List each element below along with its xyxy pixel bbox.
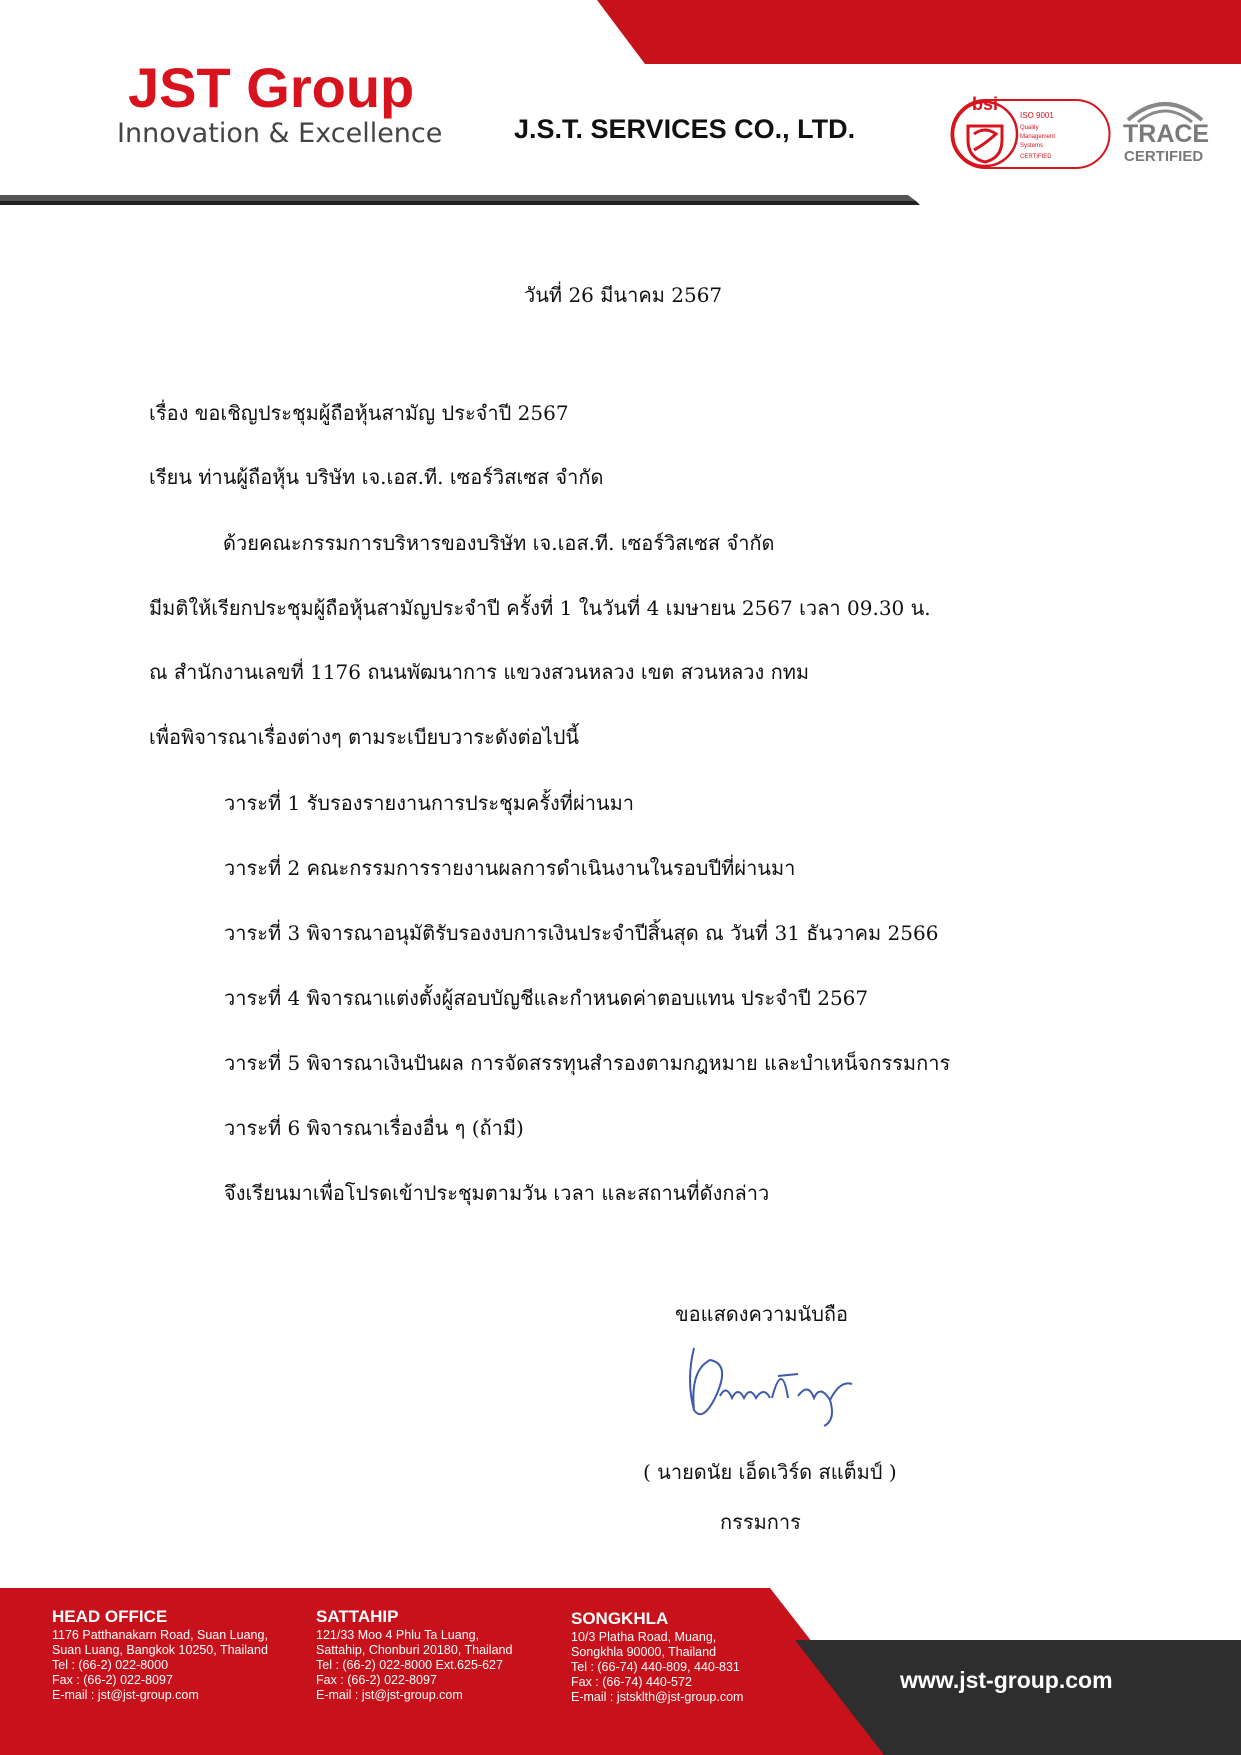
agenda-item: วาระที่ 1 รับรองรายงานการประชุมครั้งที่ผ่านมา bbox=[224, 791, 635, 815]
footer-sattahip-line: Sattahip, Chonburi 20180, Thailand bbox=[316, 1643, 513, 1657]
footer-sattahip-line: 121/33 Moo 4 Phlu Ta Luang, bbox=[316, 1628, 480, 1642]
footer-songkhla-line: Songkhla 90000, Thailand bbox=[571, 1645, 717, 1659]
footer-sattahip-title: SATTAHIP bbox=[316, 1607, 399, 1626]
footer-sattahip-line: Fax : (66-2) 022-8097 bbox=[316, 1673, 437, 1687]
svg-text:CERTIFIED: CERTIFIED bbox=[1020, 154, 1052, 160]
bsi-brand-text: bsi bbox=[972, 94, 999, 114]
letter-date: วันที่ 26 มีนาคม 2567 bbox=[524, 283, 723, 307]
handwritten-signature bbox=[680, 1340, 870, 1435]
letter-paragraph-line: ด้วยคณะกรรมการบริหารของบริษัท เจ.เอส.ที. เซอร์วิสเซส จำกัด bbox=[223, 531, 775, 555]
footer-head-office-title: HEAD OFFICE bbox=[52, 1607, 168, 1626]
letter-regards: ขอแสดงความนับถือ bbox=[675, 1302, 849, 1326]
svg-text:Quality: Quality bbox=[1020, 125, 1039, 131]
footer-head-office-line: 1176 Patthanakarn Road, Suan Luang, bbox=[52, 1628, 268, 1642]
bsi-cert-line: ISO 9001 bbox=[1020, 111, 1054, 120]
letter-paragraph-line: เพื่อพิจารณาเรื่องต่างๆ ตามระเบียบวาระดังต่อไปนี้ bbox=[149, 725, 580, 749]
letter-salutation: เรียน ท่านผู้ถือหุ้น บริษัท เจ.เอส.ที. เซอร์วิสเซส จำกัด bbox=[149, 465, 604, 489]
footer-songkhla-title: SONGKHLA bbox=[571, 1609, 669, 1628]
footer-head-office-line: Tel : (66-2) 022-8000 bbox=[52, 1658, 169, 1672]
footer-songkhla-line: 10/3 Platha Road, Muang, bbox=[571, 1630, 717, 1644]
agenda-item: วาระที่ 3 พิจารณาอนุมัติรับรองงบการเงินประจำปีสิ้นสุด ณ วันที่ 31 ธันวาคม 2566 bbox=[224, 921, 939, 945]
agenda-item: วาระที่ 6 พิจารณาเรื่องอื่น ๆ (ถ้ามี) bbox=[224, 1116, 524, 1140]
agenda-item: วาระที่ 2 คณะกรรมการรายงานผลการดำเนินงานในรอบปีที่ผ่านมา bbox=[224, 856, 796, 880]
svg-text:CERTIFIED: CERTIFIED bbox=[1124, 148, 1204, 165]
svg-text:Management: Management bbox=[1020, 134, 1056, 140]
letter-closing-line: จึงเรียนมาเพื่อโปรดเข้าประชุมตามวัน เวลา และสถานที่ดังกล่าว bbox=[224, 1181, 770, 1205]
svg-text:TRACE: TRACE bbox=[1123, 120, 1210, 148]
header-red-band bbox=[0, 0, 1241, 64]
footer-head-office-line: Suan Luang, Bangkok 10250, Thailand bbox=[52, 1643, 268, 1657]
footer-head-office-line: Fax : (66-2) 022-8097 bbox=[52, 1673, 173, 1687]
letter-paragraph-line: มีมติให้เรียกประชุมผู้ถือหุ้นสามัญประจำปี ครั้งที่ 1 ในวันที่ 4 เมษายน 2567 เวลา 09.30 น. bbox=[149, 596, 931, 620]
signer-title: กรรมการ bbox=[720, 1510, 801, 1534]
company-name: J.S.T. SERVICES CO., LTD. bbox=[514, 114, 856, 144]
footer-sattahip-email: E-mail : jst@jst-group.com bbox=[316, 1688, 463, 1702]
svg-text:Systems: Systems bbox=[1020, 143, 1044, 149]
signer-name: ( นายดนัย เอ็ดเวิร์ด สแต็มป์ ) bbox=[643, 1460, 897, 1484]
footer-sattahip-line: Tel : (66-2) 022-8000 Ext.625-627 bbox=[316, 1658, 503, 1672]
trace-certified-logo bbox=[1120, 92, 1210, 172]
letter-paragraph-line: ณ สำนักงานเลขที่ 1176 ถนนพัฒนาการ แขวงสวนหลวง เขต สวนหลวง กทม bbox=[149, 660, 810, 684]
footer-website-link[interactable]: www.jst-group.com bbox=[900, 1667, 1113, 1693]
logo-tagline: Innovation & Excellence bbox=[117, 118, 443, 149]
footer-songkhla-line: Tel : (66-74) 440-809, 440-831 bbox=[571, 1660, 740, 1674]
footer-songkhla-line: Fax : (66-74) 440-572 bbox=[571, 1675, 692, 1689]
letter-subject: เรื่อง ขอเชิญประชุมผู้ถือหุ้นสามัญ ประจำปี 2567 bbox=[149, 401, 569, 425]
bsi-iso-9001-logo bbox=[950, 88, 1112, 172]
footer-head-office-email: E-mail : jst@jst-group.com bbox=[52, 1688, 199, 1702]
agenda-item: วาระที่ 5 พิจารณาเงินปันผล การจัดสรรทุนสำรองตามกฎหมาย และบำเหน็จกรรมการ bbox=[224, 1051, 951, 1075]
header-divider bbox=[0, 195, 920, 207]
logo-title: JST Group bbox=[128, 56, 415, 119]
footer-songkhla-email: E-mail : jstsklth@jst-group.com bbox=[571, 1690, 744, 1704]
agenda-item: วาระที่ 4 พิจารณาแต่งตั้งผู้สอบบัญชีและกำหนดค่าตอบแทน ประจำปี 2567 bbox=[224, 986, 869, 1010]
